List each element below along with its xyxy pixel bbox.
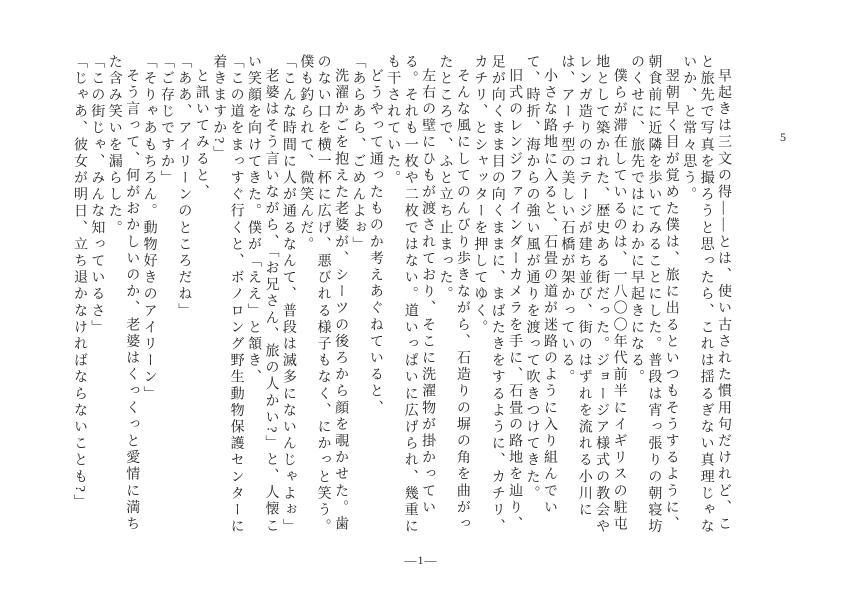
dialogue-line: 「ああ、アイリーンのところだね」 xyxy=(176,54,192,320)
dialogue-line: 「ご存じですか」 xyxy=(159,54,174,187)
paragraph: 洗濯かごを抱えた老婆が、シーツの後ろから顔を覗かせた。歯のない口を横一杯に広げ、悪びれる様子もなく、にかっと笑う。僕も釣られて、微笑んだ。 xyxy=(298,54,349,536)
paragraph: 早起きは三文の得――とは、使い古された慣用句だけれど、こと旅先で写真を撮ろうと思ったら、これは揺るぎない真理じゃないか、と常々思う。 xyxy=(681,54,731,536)
dialogue-line: 「この街じゃ、みんな知っているさ」 xyxy=(89,54,105,337)
paragraph: 僕らが滞在しているのは、一八〇〇年代前半にイギリスの駐屯地として築かれた、歴史ある街だった。ジョージア様式の教会やレンガ造りのコテージが建ち並び、街のはずれを流れる小川には、アーチ型の美しい石橋が架かっている。 xyxy=(559,54,627,536)
page-number-footer: ―1― xyxy=(404,553,438,567)
dialogue-line: 「こんな時間に人が通るなんて、普段は滅多にないんじゃよぉ」 xyxy=(280,54,296,536)
dialogue-line: 「じゃあ、彼女が明日、立ち退かなければならないことも?」 xyxy=(71,54,87,512)
paragraph: 翌朝早く目が覚めた僕は、旅に出るといつもそうするように、朝食前に近隣を歩いてみることにした。普段は宵っ張りの朝寝坊のくせに、旅先ではにわかに早起きになる。 xyxy=(628,54,679,536)
paragraph: 小さな路地に入ると、石畳の道が迷路のように入り組んでいて、時折、海からの強い風が通りを渡って吹きつけてきた。 xyxy=(524,54,557,517)
dialogue-line: 「そりゃあもちろん。動物好きのアイリーン」 xyxy=(141,54,157,403)
dialogue-line: 「あらあら、ごめんよぉ」 xyxy=(350,54,366,254)
paragraph: 左右の壁にひもが渡されており、そこに洗濯物が掛かっている。それも一枚や二枚ではない。道いっぱいに広げられ、幾重にも干されていた。 xyxy=(385,54,436,536)
paragraph: と訊いてみると、 xyxy=(193,68,209,201)
vertical-body-text xyxy=(71,54,732,537)
paragraph: そう言って、何がおかしいのか、老婆はくっくっと愛情に満ちた含み笑いを漏らした。 xyxy=(106,54,140,533)
paragraph: そんな風にしてのんびり歩きながら、石造りの塀の角を曲がったところで、ふと立ち止まった。 xyxy=(437,54,470,533)
paragraph: どうやって通ったものか考えあぐねていると、 xyxy=(367,68,383,417)
dialogue-line: 「この道をまっすぐ行くと、ボノロング野生動物保護センターに着きますか?」 xyxy=(211,54,244,536)
paragraph: 旧式のレンジファインダーカメラを手に、石畳の路地を辿り、足が向くまま目の向くままに、まばたきをするように、カチリ、カチリ、とシャッターを押してゆく。 xyxy=(472,54,523,536)
paragraph: 老婆はそう言いながら、「お兄さん、旅の人かい?」と、人懐こい笑顔を向けてきた。僕が「ええ」と頷き、 xyxy=(246,54,279,535)
margin-folio-number: 5 xyxy=(780,130,786,144)
